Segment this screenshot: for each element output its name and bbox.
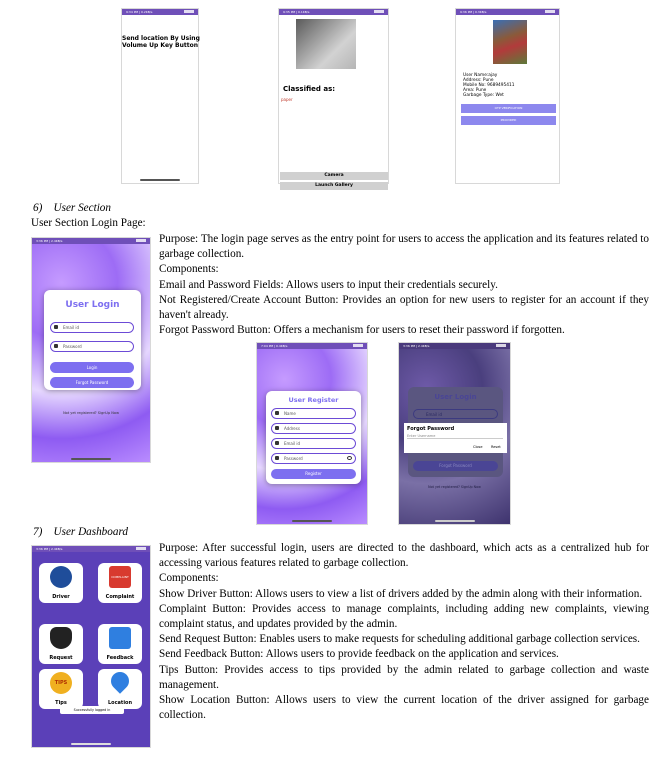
screen-user-register: [256, 342, 368, 525]
request-button[interactable]: Request: [39, 624, 83, 664]
forgot-password-dialog: [404, 423, 507, 453]
section-6-component: Forgot Password Button: Offers a mechanism for users to reset their password if forgotten.: [159, 324, 565, 337]
email-field: Email id: [413, 409, 498, 419]
status-bar: 3:36 PM | 2.4KB/s: [399, 343, 510, 349]
home-indicator: [140, 179, 180, 181]
launch-gallery-button[interactable]: Launch Gallery: [280, 182, 388, 190]
garbage-type: Garbage Type: Wet: [463, 93, 504, 98]
home-indicator: [292, 520, 332, 522]
login-button[interactable]: Login: [50, 362, 134, 373]
person-icon: [275, 411, 279, 415]
section-7-heading: [33, 525, 128, 540]
signup-link: Not yet registered? SignUp Now: [428, 485, 481, 489]
tips-icon: TIPS: [50, 672, 72, 694]
section-7-component: Show Location Button: Allows users to view the current location of the driver assigned for garbage collection.: [159, 694, 649, 722]
feedback-button[interactable]: Feedback: [98, 624, 142, 664]
person-icon: [54, 325, 58, 329]
camera-button[interactable]: Camera: [280, 172, 388, 180]
username-field[interactable]: Enter Username: [407, 434, 503, 439]
section-6-description: [159, 232, 649, 338]
section-7-component: Show Driver Button: Allows users to view a list of drivers added by the admin along with their information.: [159, 587, 643, 600]
section-7-component: Send Request Button: Enables users to make requests for scheduling additional garbage collection services.: [159, 633, 640, 646]
login-title: User Login: [65, 300, 120, 310]
garbage-photo: [493, 20, 527, 64]
screen-send-location: [121, 8, 199, 184]
login-card: [44, 290, 141, 390]
classification-result: paper: [281, 97, 293, 102]
location-pin-icon: [275, 426, 279, 430]
captured-image: [296, 19, 356, 69]
section-7-component: Send Feedback Button: Allows users to provide feedback on the application and services.: [159, 648, 559, 661]
user-area: Area: Pune: [463, 88, 487, 93]
name-field[interactable]: Name: [271, 408, 356, 419]
screen-user-dashboard: [31, 545, 151, 748]
password-field[interactable]: Password: [50, 341, 134, 352]
section-7-purpose: Purpose: After successful login, users are directed to the dashboard, which acts as a centralized hub for accessing various features related to garbage collection.: [159, 542, 649, 570]
status-bar: 7:04 PM | 0.4KB/s: [257, 343, 367, 349]
close-button[interactable]: Close: [473, 445, 483, 449]
status-bar: 9:36 PM | 0.3KB/s: [456, 9, 559, 15]
forgot-password-button: Forgot Password: [413, 461, 498, 471]
section-7-number: 7): [33, 526, 43, 538]
feedback-icon: [109, 627, 131, 649]
screen-user-login: [31, 237, 151, 463]
dialog-title: Forgot Password: [407, 426, 455, 432]
section-6-title: User Section: [53, 202, 111, 214]
eye-icon[interactable]: [347, 456, 352, 460]
lock-icon: [275, 456, 279, 460]
user-info: [463, 73, 514, 98]
section-6-number: 6): [33, 202, 43, 214]
screen-classifier: [278, 8, 389, 188]
address-field[interactable]: Address: [271, 423, 356, 434]
classified-label: Classified as:: [283, 85, 336, 93]
register-button[interactable]: Register: [271, 469, 356, 479]
user-name: User Name:ajay: [463, 73, 498, 78]
driver-button[interactable]: Driver: [39, 563, 83, 603]
send-location-message: Send location By Using Volume Up Key Button: [122, 35, 200, 49]
login-title: User Login: [434, 393, 477, 401]
otp-verification-button[interactable]: OTP VERIFICATION: [461, 104, 556, 113]
section-6-purpose: Purpose: The login page serves as the entry point for users to access the application and its features related to garbage collection.: [159, 233, 649, 261]
home-indicator: [71, 743, 111, 745]
user-mobile: Mobile No: 9689495411: [463, 83, 515, 88]
register-card: [266, 391, 361, 484]
login-success-toast: Successfully logged in: [60, 706, 124, 714]
register-password-field[interactable]: Password: [271, 453, 356, 464]
request-icon: [50, 627, 72, 649]
register-title: User Register: [288, 396, 339, 404]
section-7-description: [159, 541, 649, 723]
signup-link[interactable]: Not yet registered? SignUp Now: [63, 411, 119, 415]
status-bar: 9:35 PM | 0.1KB/s: [279, 9, 388, 15]
section-7-title: User Dashboard: [53, 526, 128, 538]
section-6-heading: [33, 201, 111, 216]
complaint-button[interactable]: COMPLAINT Complaint: [98, 563, 142, 603]
mail-icon: [275, 441, 279, 445]
status-bar: 3:36 PM | 2.4KB/s: [32, 546, 150, 552]
section-7-component: Complaint Button: Provides access to manage complaints, including adding new complaints, viewing complaint status, and updates provided by the admin.: [159, 602, 649, 631]
section-7-components-heading: Components:: [159, 572, 219, 585]
provided-button[interactable]: PROVIDED: [461, 116, 556, 125]
location-pin-icon: [107, 668, 132, 693]
complaint-icon: COMPLAINT: [109, 566, 131, 588]
register-email-field[interactable]: Email id: [271, 438, 356, 449]
lock-icon: [54, 344, 58, 348]
section-6-component: Not Registered/Create Account Button: Provides an option for new users to register for an account if they haven't already.: [159, 293, 649, 322]
driver-icon: [50, 566, 72, 588]
home-indicator: [435, 520, 475, 522]
section-6-component: Email and Password Fields: Allows users to input their credentials securely.: [159, 278, 498, 291]
section-6-subtitle: User Section Login Page:: [31, 217, 146, 229]
screen-forgot-password: [398, 342, 511, 525]
email-field[interactable]: Email id: [50, 322, 134, 333]
user-address: Address: Pune: [463, 78, 494, 83]
status-bar: 9:34 PM | 0.2KB/s: [122, 9, 198, 15]
tips-button[interactable]: TIPS Tips: [39, 669, 83, 709]
screen-user-details: [455, 8, 560, 184]
home-indicator: [71, 458, 111, 460]
reset-button[interactable]: Reset: [491, 445, 501, 449]
status-bar: 3:36 PM | 2.4KB/s: [32, 238, 150, 244]
location-button[interactable]: Location: [98, 669, 142, 709]
section-6-components-heading: Components:: [159, 263, 219, 276]
section-7-component: Tips Button: Provides access to tips provided by the admin related to garbage collection and waste management.: [159, 663, 649, 691]
forgot-password-button[interactable]: Forgot Password: [50, 377, 134, 388]
